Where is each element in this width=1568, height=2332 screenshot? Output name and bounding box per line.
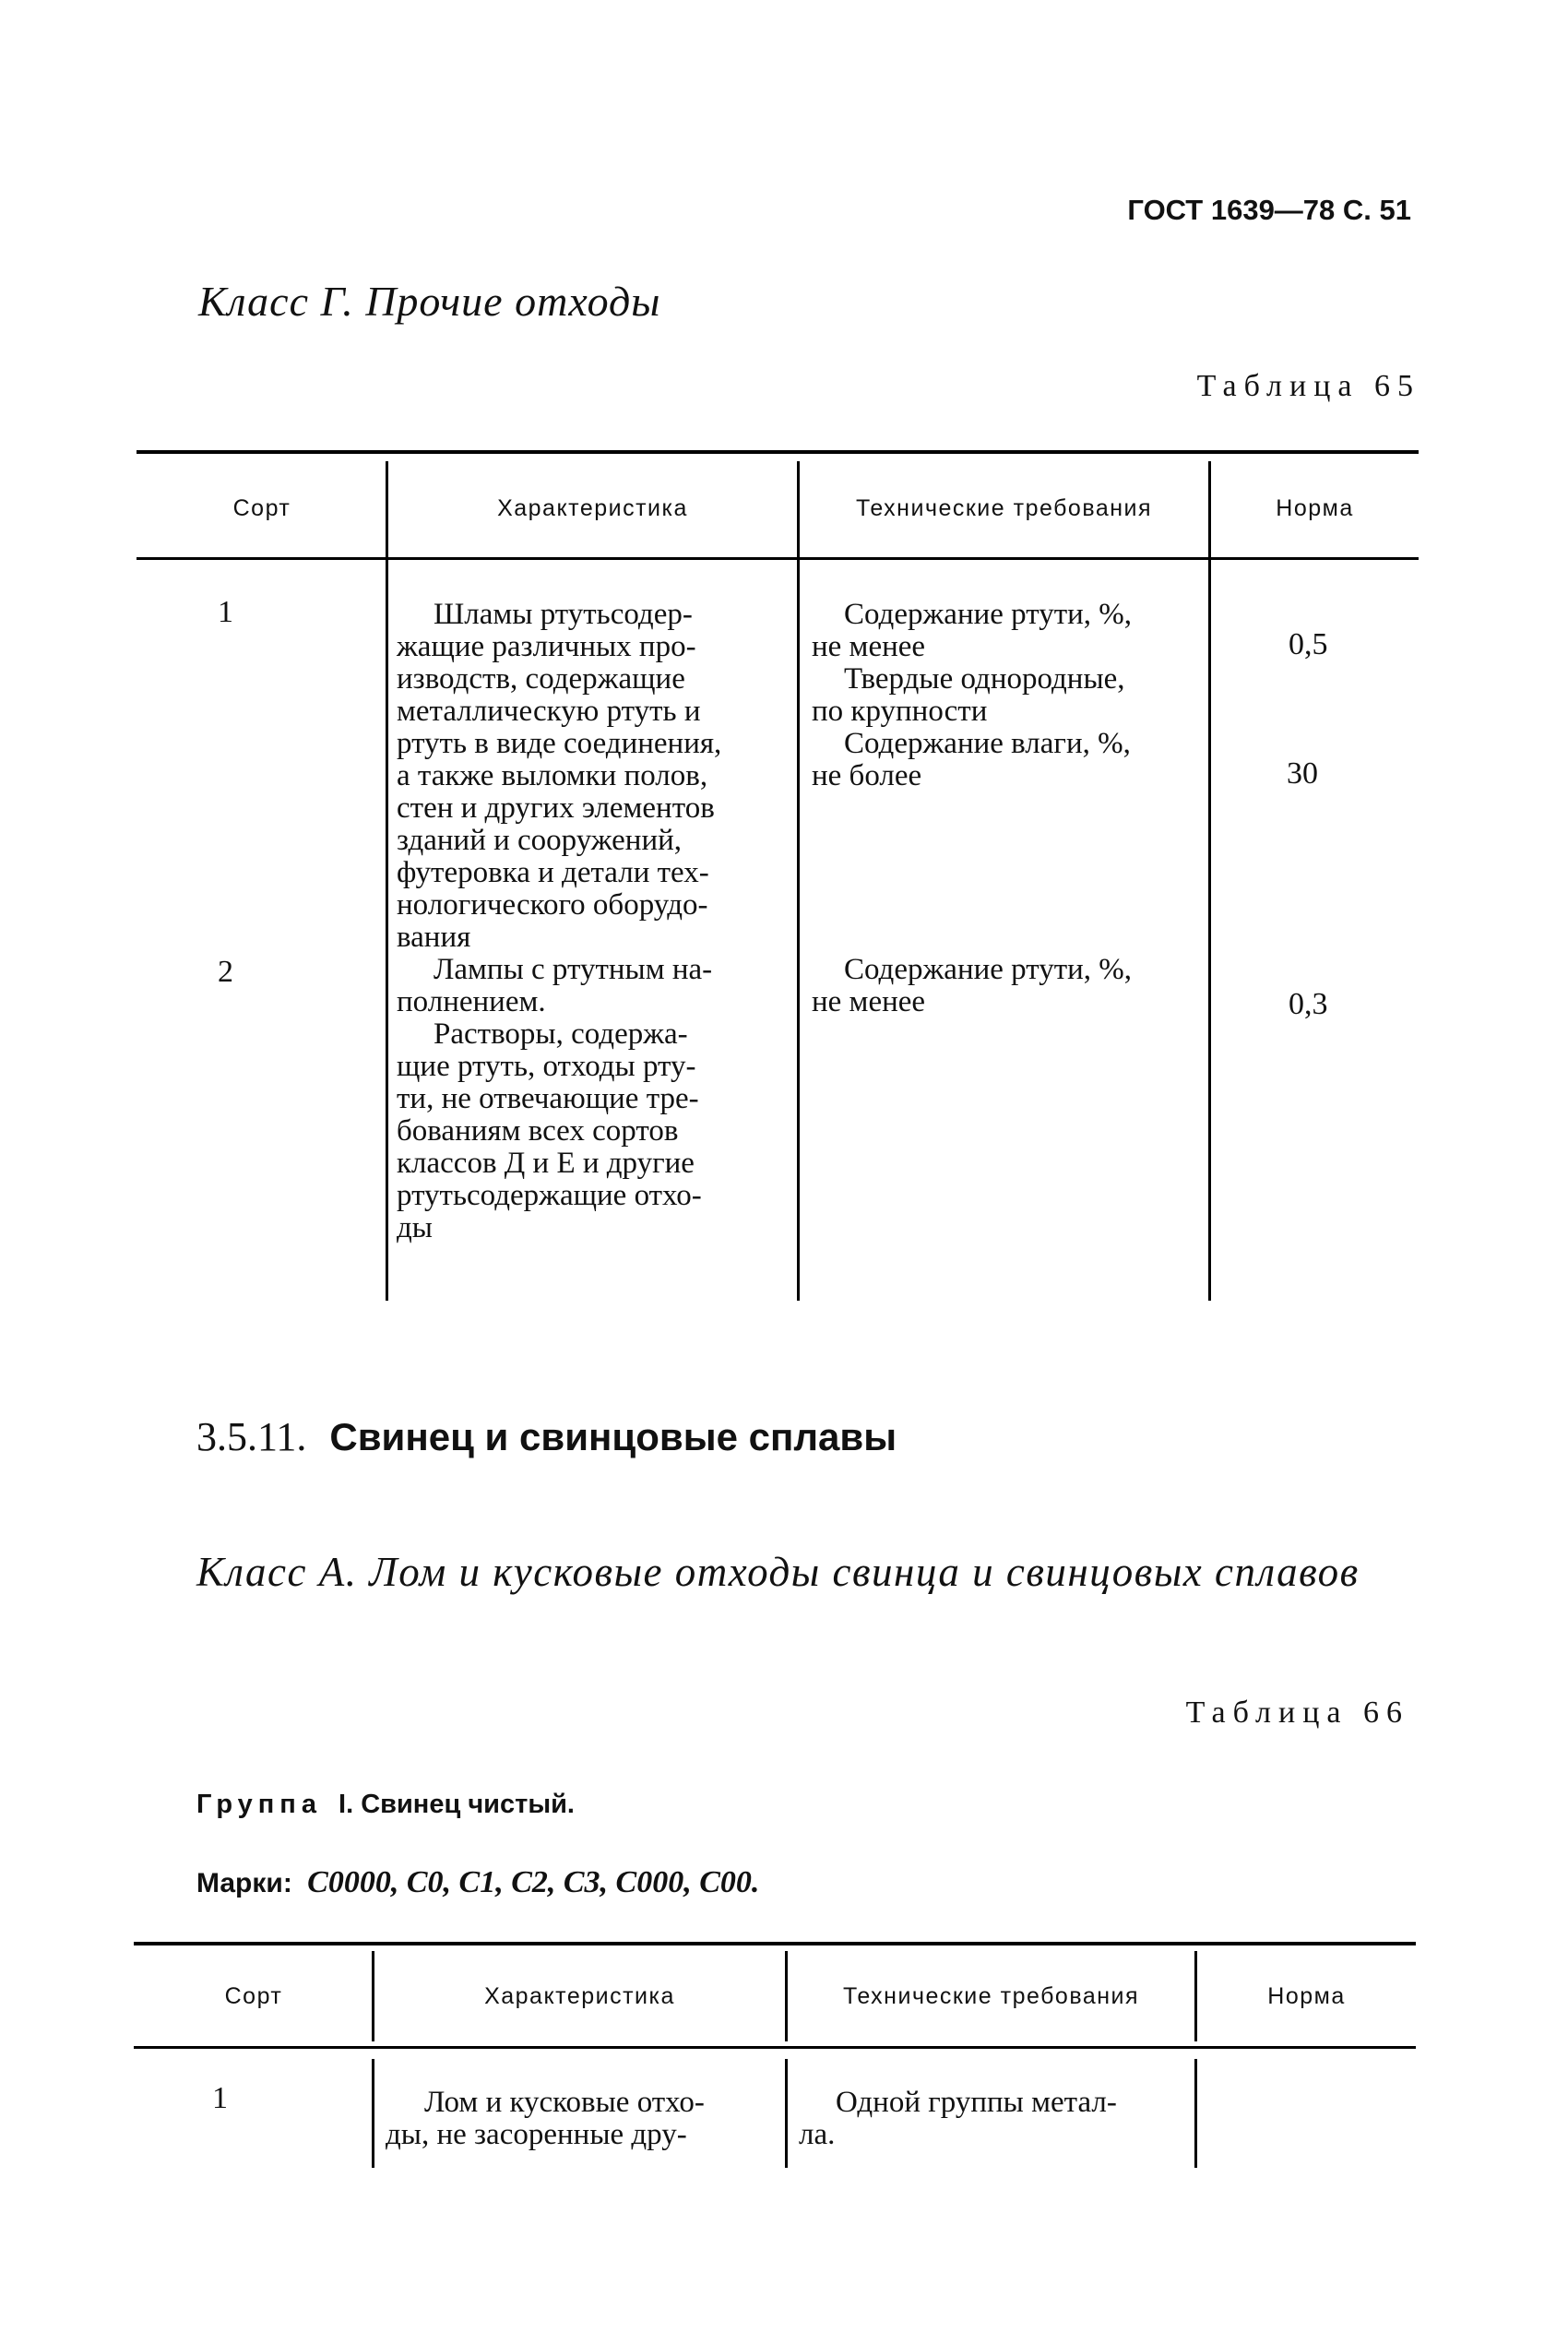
table-65-row-1-norm-1: 0,5	[1289, 627, 1328, 661]
table-66-row-1-sort: 1	[212, 2081, 228, 2115]
page-header: ГОСТ 1639—78 С. 51	[1127, 194, 1411, 226]
group-line	[196, 1790, 575, 1820]
section-number: 3.5.11.	[196, 1414, 307, 1459]
table-65-row-1-req3b: не более	[812, 759, 922, 792]
table-65-row-1-characteristic: Шламы ртутьсодер- жащие различных про- изводств, содержащие металлическую ртуть и ртуть в виде соединения, а также выломки полов, стен и других элементов зданий и сооружений, футеровка и детали тех- нологического оборудо- вания	[397, 598, 722, 954]
marks-label: Марки:	[196, 1868, 292, 1898]
table-65-row-1-sort: 1	[218, 595, 233, 629]
table-66-col-divider-2	[785, 2059, 788, 2168]
marks-value: С0000, С0, С1, С2, С3, С000, С00.	[307, 1865, 760, 1899]
table-65-header-rule	[137, 557, 1419, 560]
table-65-row-2-sort: 2	[218, 955, 233, 989]
table-66-col-divider-1	[372, 2059, 374, 2168]
table-65-top-rule	[137, 450, 1419, 454]
table-65-label: Таблица 65	[1196, 369, 1420, 403]
table-65-header-characteristic: Характеристика	[497, 495, 688, 521]
section-heading	[196, 1413, 897, 1460]
table-65-row-2-characteristic-2: Растворы, содержа- щие ртуть, отходы рту- ти, не отвечающие тре- бованиям всех сортов классов Д и Е и другие ртутьсодержащие отхо- ды	[397, 1017, 702, 1244]
table-66-header-requirements: Технические требования	[842, 1983, 1140, 2009]
table-65-row-2-req1: Содержание ртути, %,	[844, 953, 1133, 986]
table-65-row-2-norm-1: 0,3	[1289, 987, 1328, 1021]
table-66-label: Таблица 66	[1185, 1695, 1409, 1730]
class-a-title: Класс А. Лом и кусковые отходы свинца и свинцовых сплавов	[196, 1549, 1360, 1595]
group-label: Группа	[196, 1790, 322, 1819]
table-65-row-1-req2b: по крупности	[812, 695, 988, 728]
table-66-row-1-characteristic: Лом и кусковые отхо- ды, не засоренные дру-	[386, 2086, 705, 2151]
table-65-row-1-req1b: не менее	[812, 630, 926, 663]
group-text: I. Свинец чистый.	[339, 1790, 575, 1819]
class-g-title: Класс Г. Прочие отходы	[198, 278, 661, 325]
table-65-row-2-req1b: не менее	[812, 985, 926, 1018]
table-66-header-norm: Норма	[1267, 1983, 1346, 2009]
table-66-header-sort: Сорт	[224, 1983, 283, 2009]
table-65-header-sort: Сорт	[232, 495, 291, 521]
table-65-row-1-req3: Содержание влаги, %,	[844, 727, 1131, 760]
table-65-col-divider-1	[386, 461, 388, 1301]
table-66-col-divider-3	[1194, 2059, 1197, 2168]
table-65-col-divider-3	[1208, 461, 1211, 1301]
table-65-row-1-norm-2: 30	[1287, 756, 1318, 791]
table-66-header-rule	[134, 2046, 1416, 2049]
table-66-header-characteristic: Характеристика	[484, 1983, 675, 2009]
table-65-header-norm: Норма	[1276, 495, 1354, 521]
table-65-header-requirements: Технические требования	[855, 495, 1153, 521]
table-65-row-1-req1: Содержание ртути, %,	[844, 598, 1133, 631]
section-title: Свинец и свинцовые сплавы	[329, 1415, 897, 1458]
table-66-top-rule	[134, 1942, 1416, 1945]
table-65-col-divider-2	[797, 461, 800, 1301]
table-65-row-1-req2: Твердые однородные,	[844, 662, 1125, 696]
marks-line	[196, 1865, 759, 1900]
table-65-row-2-characteristic: Лампы с ртутным на- полнением.	[397, 953, 713, 1018]
table-66-row-1-requirements: Одной группы метал- ла.	[799, 2086, 1117, 2151]
